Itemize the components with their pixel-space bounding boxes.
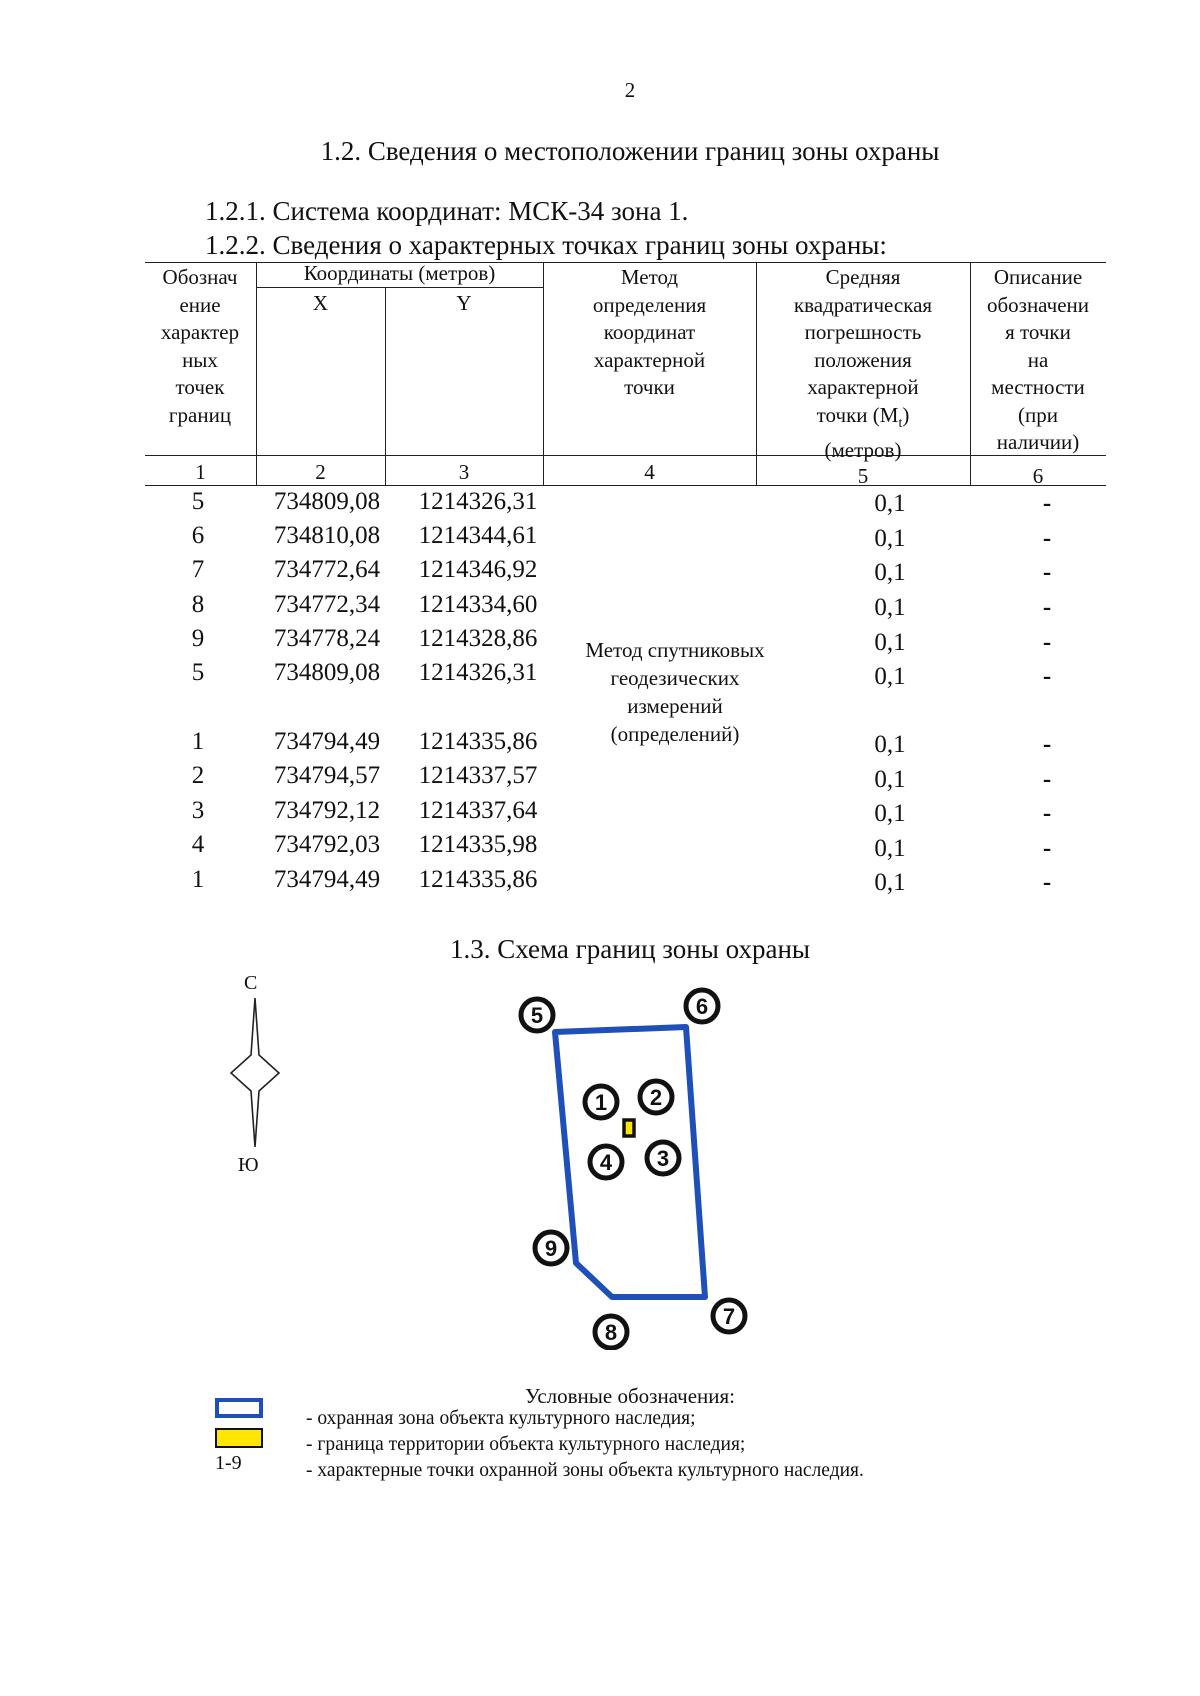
header-x: X bbox=[312, 291, 329, 315]
description: - bbox=[1042, 663, 1052, 690]
coord-x: 734794,49 bbox=[273, 728, 381, 755]
coord-x: 734809,08 bbox=[273, 488, 381, 515]
column-number: 3 bbox=[458, 460, 470, 484]
page-number: 2 bbox=[624, 78, 636, 102]
coord-y: 1214335,86 bbox=[418, 866, 538, 893]
svg-text:9: 9 bbox=[544, 1236, 558, 1261]
column-number: 6 bbox=[1032, 464, 1044, 488]
heritage-territory bbox=[624, 1120, 634, 1136]
mean-error: 0,1 bbox=[874, 594, 906, 621]
description: - bbox=[1042, 559, 1052, 586]
legend-points-symbol: 1-9 bbox=[215, 1452, 242, 1474]
mean-error: 0,1 bbox=[874, 766, 906, 793]
header-method: Метод определения координат характерной точки bbox=[592, 265, 707, 399]
svg-text:5: 5 bbox=[530, 1003, 544, 1028]
mean-error: 0,1 bbox=[874, 869, 906, 896]
coord-x: 734810,08 bbox=[273, 522, 381, 549]
boundary-scheme bbox=[500, 980, 760, 1350]
mean-error: 0,1 bbox=[874, 663, 906, 690]
description: - bbox=[1042, 490, 1052, 517]
point-number: 5 bbox=[191, 659, 205, 686]
subsection-1-2-1: 1.2.1. Система координат: МСК-34 зона 1. bbox=[205, 196, 689, 226]
coord-y: 1214335,98 bbox=[418, 831, 538, 858]
coord-y: 1214326,31 bbox=[418, 659, 538, 686]
coord-y: 1214326,31 bbox=[418, 488, 538, 515]
coord-x: 734792,03 bbox=[273, 831, 381, 858]
coord-x: 734772,64 bbox=[273, 556, 381, 583]
legend-item-territory: - граница территории объекта культурного наследия; bbox=[306, 1434, 746, 1455]
svg-text:1: 1 bbox=[594, 1090, 608, 1115]
point-marker-8 bbox=[595, 1316, 627, 1348]
coord-x: 734792,12 bbox=[273, 797, 381, 824]
mean-error: 0,1 bbox=[874, 525, 906, 552]
point-marker-4 bbox=[590, 1146, 622, 1178]
description: - bbox=[1042, 766, 1052, 793]
coord-y: 1214337,64 bbox=[418, 797, 538, 824]
protection-zone-outline bbox=[555, 1027, 705, 1297]
description: - bbox=[1042, 731, 1052, 758]
svg-text:3: 3 bbox=[656, 1146, 670, 1171]
description: - bbox=[1042, 835, 1052, 862]
header-coordinates: Координаты (метров) bbox=[303, 261, 496, 285]
mean-error: 0,1 bbox=[874, 835, 906, 862]
point-number: 1 bbox=[191, 866, 205, 893]
coord-x: 734778,24 bbox=[273, 625, 381, 652]
column-number: 4 bbox=[644, 460, 655, 484]
point-marker-1 bbox=[585, 1086, 617, 1118]
point-marker-7 bbox=[713, 1300, 745, 1332]
coord-y: 1214328,86 bbox=[418, 625, 538, 652]
svg-text:6: 6 bbox=[695, 994, 709, 1019]
point-number: 5 bbox=[191, 488, 205, 515]
point-marker-2 bbox=[640, 1081, 672, 1113]
column-number: 2 bbox=[315, 460, 326, 484]
legend-title: Условные обозначения: bbox=[524, 1384, 736, 1408]
point-number: 4 bbox=[191, 831, 205, 858]
header-y: Y bbox=[456, 291, 472, 315]
legend-territory-swatch bbox=[215, 1428, 263, 1448]
point-number: 1 bbox=[191, 728, 205, 755]
method-text: Метод спутниковых геодезических измерений (определений) bbox=[585, 638, 765, 746]
coord-y: 1214344,61 bbox=[418, 522, 538, 549]
point-number: 9 bbox=[191, 625, 205, 652]
point-marker-5 bbox=[521, 999, 553, 1031]
coord-y: 1214346,92 bbox=[418, 556, 538, 583]
header-point-designation: Обознач ение характер ных точек границ bbox=[160, 265, 240, 427]
point-marker-6 bbox=[686, 990, 718, 1022]
legend-item-zone: - охранная зона объекта культурного наследия; bbox=[306, 1408, 696, 1429]
mean-error: 0,1 bbox=[874, 800, 906, 827]
subsection-1-2-2: 1.2.2. Сведения о характерных точках границ зоны охраны: bbox=[205, 230, 887, 260]
mean-error: 0,1 bbox=[874, 731, 906, 758]
description: - bbox=[1042, 869, 1052, 896]
coord-x: 734772,34 bbox=[273, 591, 381, 618]
mean-error: 0,1 bbox=[874, 490, 906, 517]
header-description: Описание обозначени я точки на местности (при наличии) bbox=[986, 265, 1090, 454]
compass-rose-icon bbox=[225, 995, 285, 1150]
section-title-1-3: 1.3. Схема границ зоны охраны bbox=[449, 934, 811, 964]
point-number: 6 bbox=[191, 522, 205, 549]
description: - bbox=[1042, 525, 1052, 552]
svg-text:8: 8 bbox=[604, 1320, 618, 1345]
coord-y: 1214334,60 bbox=[418, 591, 538, 618]
coord-y: 1214337,57 bbox=[418, 762, 538, 789]
legend-item-points: - характерные точки охранной зоны объекта культурного наследия. bbox=[306, 1460, 864, 1481]
point-number: 3 bbox=[191, 797, 205, 824]
compass-north-label: С bbox=[244, 972, 258, 994]
svg-text:7: 7 bbox=[722, 1304, 736, 1329]
header-mean-error: Средняя квадратическая погрешность положения характерной точки $(M_t)$ (метров) bbox=[793, 265, 933, 463]
point-number: 7 bbox=[191, 556, 205, 583]
point-marker-9 bbox=[535, 1232, 567, 1264]
column-number: 1 bbox=[195, 460, 206, 484]
compass-south-label: Ю bbox=[238, 1154, 259, 1176]
point-marker-3 bbox=[647, 1142, 679, 1174]
mean-error: 0,1 bbox=[874, 559, 906, 586]
svg-text:4: 4 bbox=[599, 1150, 613, 1175]
coord-x: 734794,49 bbox=[273, 866, 381, 893]
column-number: 5 bbox=[857, 464, 869, 488]
legend-zone-swatch bbox=[215, 1398, 263, 1418]
description: - bbox=[1042, 629, 1052, 656]
point-number: 8 bbox=[191, 591, 205, 618]
svg-text:2: 2 bbox=[649, 1085, 663, 1110]
point-number: 2 bbox=[191, 762, 205, 789]
coord-x: 734809,08 bbox=[273, 659, 381, 686]
coord-y: 1214335,86 bbox=[418, 728, 538, 755]
description: - bbox=[1042, 594, 1052, 621]
coord-x: 734794,57 bbox=[273, 762, 381, 789]
description: - bbox=[1042, 800, 1052, 827]
mean-error: 0,1 bbox=[874, 629, 906, 656]
section-title-1-2: 1.2. Сведения о местоположении границ зоны охраны bbox=[320, 136, 940, 166]
